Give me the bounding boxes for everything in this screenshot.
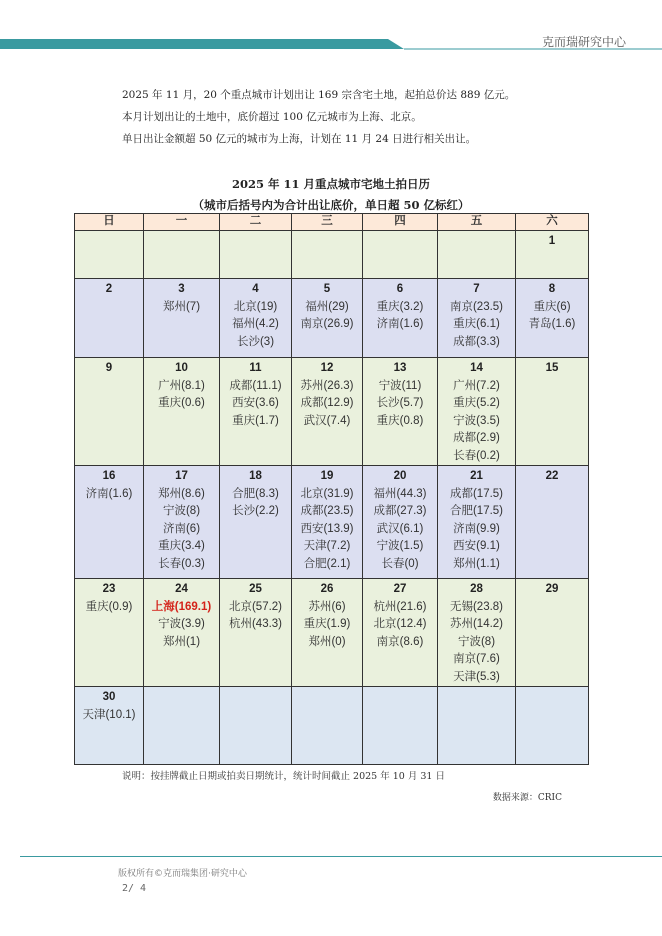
day-number: 9	[105, 362, 113, 374]
weekday-fri: 五	[438, 214, 516, 231]
city-entry: 苏州(26.3)	[300, 379, 354, 392]
city-entry: 重庆(0.8)	[376, 414, 424, 427]
city-entry: 郑州(8.6)	[158, 487, 205, 500]
calendar-day-cell	[144, 279, 220, 358]
day-number: 28	[470, 583, 483, 595]
calendar-day-cell	[363, 358, 438, 466]
city-entry: 西安(13.9)	[300, 522, 354, 535]
city-entry: 宁波(3.5)	[453, 414, 500, 427]
day-number: 19	[320, 470, 334, 482]
calendar-title: 2025 年 11 月重点城市宅地土拍日历	[231, 177, 431, 191]
calendar-day-cell	[75, 231, 144, 279]
calendar-day-cell	[363, 466, 438, 579]
calendar-subtitle: （城市后括号内为合计出让底价，单日超 50 亿标红）	[192, 198, 470, 212]
city-entry: 无锡(23.8)	[449, 600, 504, 613]
calendar-day-cell	[292, 466, 363, 579]
calendar-day-cell	[438, 231, 516, 279]
day-number: 23	[102, 583, 116, 595]
day-number: 8	[548, 283, 556, 295]
day-number: 6	[396, 283, 404, 295]
header-band-bar	[0, 39, 404, 49]
city-entry: 成都(12.9)	[300, 397, 354, 409]
calendar-day-cell	[144, 231, 220, 279]
day-number: 5	[323, 283, 331, 295]
calendar-day-cell	[75, 358, 144, 466]
calendar-day-cell	[144, 466, 220, 579]
city-entry: 郑州(1)	[162, 635, 201, 648]
calendar-day-cell	[220, 579, 292, 687]
city-entry: 济南(1.6)	[376, 318, 424, 330]
city-entry: 济南(6)	[162, 522, 201, 535]
city-entry: 重庆(0.9)	[85, 600, 133, 613]
weekday-wed: 三	[292, 214, 363, 231]
weekday-sat: 六	[516, 214, 589, 231]
calendar-day-cell	[516, 279, 589, 358]
city-entry: 济南(1.6)	[85, 487, 133, 500]
city-entry: 南京(26.9)	[300, 318, 354, 330]
city-entry: 长沙(3)	[236, 335, 275, 348]
city-entry: 苏州(6)	[308, 600, 346, 613]
city-entry: 长春(0.2)	[453, 449, 500, 462]
city-entry: 武汉(7.4)	[303, 414, 351, 427]
day-number: 1	[548, 235, 556, 247]
day-number: 17	[175, 470, 188, 482]
day-number: 22	[545, 470, 559, 482]
calendar-day-cell	[75, 466, 144, 579]
calendar-day-cell	[516, 231, 589, 279]
city-entry: 杭州(21.6)	[373, 600, 427, 613]
city-entry: 重庆(5.2)	[453, 397, 500, 409]
city-entry: 郑州(1.1)	[453, 557, 500, 570]
weekday-tue: 二	[220, 214, 292, 231]
day-number: 16	[102, 470, 116, 482]
calendar-week-row	[75, 466, 589, 579]
data-source: 数据来源：CRIC	[492, 793, 562, 803]
calendar-note: 说明：按挂牌截止日期或拍卖日期统计，统计时间截止 2025 年 10 月 31 日	[122, 771, 445, 782]
city-entry: 长春(0)	[381, 557, 419, 570]
weekday-sun: 日	[75, 214, 144, 231]
calendar-day-cell	[363, 687, 438, 765]
calendar-day-cell	[438, 579, 516, 687]
city-entry: 成都(17.5)	[449, 487, 504, 500]
city-entry: 天津(7.2)	[303, 540, 351, 552]
calendar-table	[74, 213, 589, 765]
calendar-day-cell	[438, 358, 516, 466]
city-entry: 福州(29)	[305, 300, 349, 313]
calendar-week-row	[75, 358, 589, 466]
day-number: 7	[473, 283, 480, 295]
calendar-day-cell	[363, 279, 438, 358]
city-entry: 青岛(1.6)	[528, 318, 576, 330]
city-entry: 宁波(1.5)	[376, 540, 424, 552]
calendar-day-cell	[220, 358, 292, 466]
city-entry: 重庆(1.7)	[232, 414, 279, 427]
calendar-day-cell	[292, 579, 363, 687]
city-entry: 西安(9.1)	[453, 540, 500, 552]
city-entry: 长沙(5.7)	[376, 397, 424, 409]
city-entry: 重庆(6.1)	[453, 318, 500, 330]
day-number: 3	[178, 283, 185, 295]
calendar-day-cell	[516, 358, 589, 466]
city-entry: 南京(7.6)	[453, 653, 500, 665]
intro-line-3: 单日出让金额超 50 亿元的城市为上海，计划在 11 月 24 日进行相关出让。	[122, 133, 477, 145]
day-number: 14	[470, 362, 483, 374]
day-number: 10	[175, 362, 188, 374]
calendar-day-cell	[438, 687, 516, 765]
calendar-day-cell	[292, 231, 363, 279]
day-number: 27	[393, 583, 407, 595]
city-entry-highlight: 上海(169.1)	[151, 600, 212, 613]
city-entry: 重庆(3.2)	[376, 300, 424, 313]
city-entry: 重庆(6)	[533, 300, 571, 313]
calendar-day-cell	[292, 279, 363, 358]
intro-line-2: 本月计划出让的土地中，底价超过 100 亿元城市为上海、北京。	[122, 111, 422, 123]
day-number: 13	[393, 362, 407, 374]
city-entry: 北京(57.2)	[228, 600, 283, 613]
city-entry: 宁波(8)	[457, 635, 496, 648]
city-entry: 长沙(2.2)	[232, 505, 279, 517]
calendar-day-cell	[144, 579, 220, 687]
city-entry: 南京(8.6)	[376, 635, 424, 648]
city-entry: 重庆(3.4)	[158, 540, 205, 552]
calendar-day-cell	[363, 231, 438, 279]
calendar-day-cell	[220, 687, 292, 765]
footer-copyright: 版权所有©克而瑞集团·研究中心	[118, 869, 247, 879]
calendar-week-row	[75, 231, 589, 279]
day-number: 26	[320, 583, 334, 595]
city-entry: 济南(9.9)	[453, 522, 500, 535]
city-entry: 合肥(8.3)	[232, 487, 279, 500]
day-number: 12	[320, 362, 334, 374]
city-entry: 成都(23.5)	[300, 505, 354, 517]
calendar-day-cell	[220, 466, 292, 579]
page-number: 2/ 4	[122, 883, 147, 894]
city-entry: 宁波(3.9)	[158, 618, 205, 630]
calendar-week-row	[75, 687, 589, 765]
city-entry: 成都(11.1)	[229, 379, 282, 392]
city-entry: 郑州(0)	[308, 635, 346, 648]
city-entry: 宁波(8)	[162, 505, 201, 517]
day-number: 4	[252, 283, 259, 295]
calendar-day-cell	[220, 279, 292, 358]
city-entry: 福州(44.3)	[373, 487, 427, 500]
city-entry: 成都(27.3)	[373, 505, 427, 517]
calendar-body	[75, 231, 589, 765]
day-number: 20	[393, 470, 407, 482]
calendar-day-cell	[292, 687, 363, 765]
calendar-day-cell	[75, 687, 144, 765]
calendar-day-cell	[438, 279, 516, 358]
city-entry: 广州(8.1)	[158, 379, 205, 392]
city-entry: 福州(4.2)	[232, 318, 279, 330]
city-entry: 北京(19)	[233, 300, 278, 313]
day-number: 24	[175, 583, 188, 595]
calendar-day-cell	[363, 579, 438, 687]
day-number: 18	[249, 470, 262, 482]
day-number: 21	[470, 470, 483, 482]
city-entry: 重庆(1.9)	[303, 618, 351, 630]
footer-divider	[20, 856, 662, 857]
city-entry: 西安(3.6)	[232, 397, 279, 409]
calendar-day-cell	[516, 579, 589, 687]
header-brand: 克而瑞研究中心	[541, 35, 626, 49]
city-entry: 合肥(2.1)	[303, 557, 351, 570]
city-entry: 宁波(11)	[378, 379, 422, 392]
calendar-day-cell	[75, 279, 144, 358]
city-entry: 杭州(43.3)	[228, 618, 283, 630]
calendar-day-cell	[220, 231, 292, 279]
city-entry: 成都(2.9)	[453, 432, 500, 444]
city-entry: 武汉(6.1)	[376, 522, 424, 535]
calendar-day-cell	[144, 687, 220, 765]
weekday-thu: 四	[363, 214, 438, 231]
day-number: 2	[105, 283, 113, 295]
calendar-day-cell	[75, 579, 144, 687]
calendar-day-cell	[516, 687, 589, 765]
city-entry: 天津(10.1)	[82, 708, 136, 721]
city-entry: 长春(0.3)	[158, 557, 205, 570]
city-entry: 广州(7.2)	[453, 379, 500, 392]
city-entry: 南京(23.5)	[449, 300, 504, 313]
intro-line-1: 2025 年 11 月，20 个重点城市计划出让 169 宗含宅土地，起拍总价达 889 亿元。	[122, 89, 516, 101]
calendar-week-row	[75, 579, 589, 687]
day-number: 30	[102, 691, 116, 703]
calendar-week-row	[75, 279, 589, 358]
calendar-day-cell	[438, 466, 516, 579]
calendar-day-cell	[292, 358, 363, 466]
city-entry: 重庆(0.6)	[158, 397, 205, 409]
calendar-day-cell	[516, 466, 589, 579]
day-number: 11	[249, 362, 262, 374]
calendar-day-cell	[144, 358, 220, 466]
city-entry: 北京(31.9)	[300, 487, 354, 500]
city-entry: 郑州(7)	[162, 300, 201, 313]
city-entry: 天津(5.3)	[453, 670, 500, 683]
day-number: 25	[249, 583, 262, 595]
city-entry: 苏州(14.2)	[449, 618, 504, 630]
city-entry: 合肥(17.5)	[449, 505, 504, 517]
weekday-header-row	[75, 214, 589, 231]
day-number: 29	[545, 583, 559, 595]
day-number: 15	[545, 362, 559, 374]
city-entry: 成都(3.3)	[453, 335, 500, 348]
city-entry: 北京(12.4)	[373, 618, 427, 630]
weekday-mon: 一	[144, 214, 220, 231]
